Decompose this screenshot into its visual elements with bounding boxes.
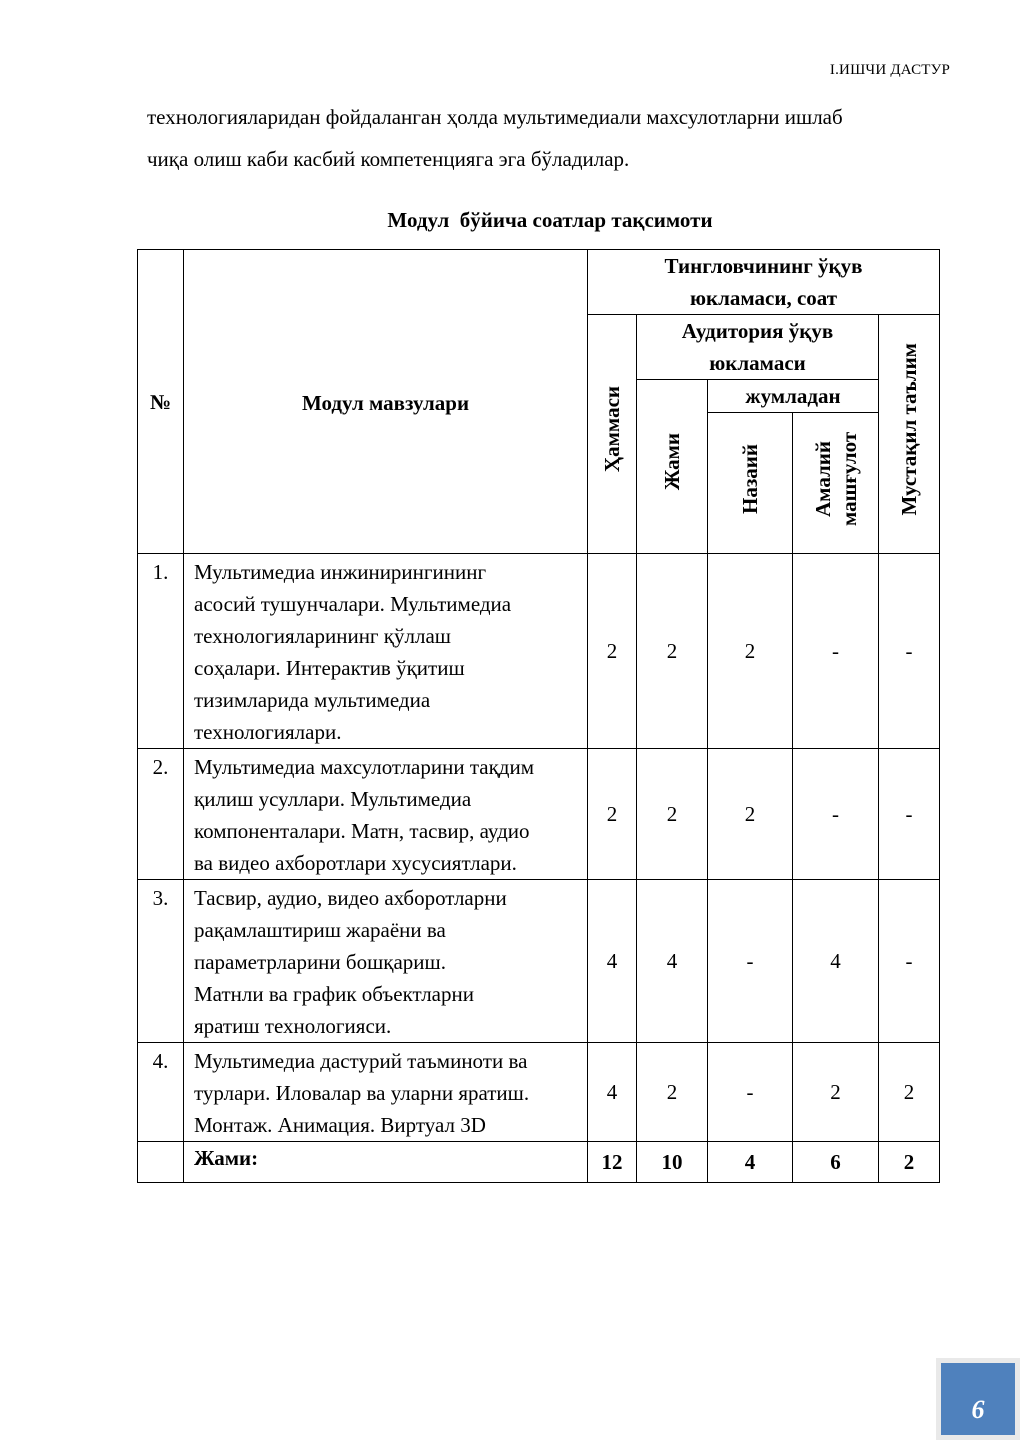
row-practice: - bbox=[793, 749, 879, 880]
intro-line-1: технологияларидан фойдаланган ҳолда мультимедиали махсулотларни ишлаб bbox=[147, 105, 843, 129]
row-practice: 2 bbox=[793, 1043, 879, 1142]
totals-label: Жами: bbox=[184, 1142, 588, 1183]
table-title: Модул бўйича соатлар тақсимоти bbox=[387, 208, 713, 232]
row-sum: 2 bbox=[637, 749, 708, 880]
table-row bbox=[138, 880, 940, 1043]
row-number: 1. bbox=[138, 554, 184, 749]
header-including: жумладан bbox=[708, 380, 879, 413]
totals-independent: 2 bbox=[879, 1142, 940, 1183]
row-topic: Тасвир, аудио, видео ахборотларни рақамлаштириш жараёни ва параметрларини бошқариш. Матнли ва график объектларни яратиш технологияси. bbox=[184, 880, 588, 1043]
row-practice: 4 bbox=[793, 880, 879, 1043]
row-independent: - bbox=[879, 880, 940, 1043]
header-theory: Назаий bbox=[708, 413, 793, 554]
row-independent: - bbox=[879, 554, 940, 749]
row-topic: Мультимедиа инжинирингининг асосий тушунчалари. Мультимедиа технологияларининг қўллаш соҳалари. Интерактив ўқитиш тизимларида мультимедиа технологиялари. bbox=[184, 554, 588, 749]
row-number: 2. bbox=[138, 749, 184, 880]
hours-distribution-table bbox=[137, 249, 940, 1183]
totals-number bbox=[138, 1142, 184, 1183]
row-total: 2 bbox=[588, 749, 637, 880]
totals-theory: 4 bbox=[708, 1142, 793, 1183]
page-number-badge bbox=[936, 1358, 1020, 1440]
header-load: Тингловчининг ўқув юкламаси, соат bbox=[588, 250, 940, 315]
table-row bbox=[138, 1043, 940, 1142]
row-theory: 2 bbox=[708, 749, 793, 880]
header-topics: Модул мавзулари bbox=[184, 250, 588, 554]
table-row bbox=[138, 554, 940, 749]
row-topic: Мультимедиа махсулотларини тақдим қилиш усуллари. Мультимедиа компоненталари. Матн, тасвир, аудио ва видео ахборотлари хусусиятлари. bbox=[184, 749, 588, 880]
row-sum: 2 bbox=[637, 554, 708, 749]
row-total: 4 bbox=[588, 1043, 637, 1142]
row-independent: 2 bbox=[879, 1043, 940, 1142]
page-number: 6 bbox=[971, 1395, 985, 1424]
totals-practice: 6 bbox=[793, 1142, 879, 1183]
header-total: Ҳаммаси bbox=[588, 315, 637, 554]
row-total: 4 bbox=[588, 880, 637, 1043]
running-header: I.ИШЧИ ДАСТУР bbox=[829, 62, 950, 78]
row-theory: - bbox=[708, 880, 793, 1043]
row-practice: - bbox=[793, 554, 879, 749]
header-sum: Жами bbox=[637, 380, 708, 554]
header-auditory: Аудитория ўқув юкламаси bbox=[637, 315, 879, 380]
totals-sum: 10 bbox=[637, 1142, 708, 1183]
row-number: 4. bbox=[138, 1043, 184, 1142]
row-topic: Мультимедиа дастурий таъминоти ва турлари. Иловалар ва уларни яратиш. Монтаж. Анимация. Виртуал 3D bbox=[184, 1043, 588, 1142]
totals-row bbox=[138, 1142, 940, 1183]
row-sum: 2 bbox=[637, 1043, 708, 1142]
row-sum: 4 bbox=[637, 880, 708, 1043]
intro-line-2: чиқа олиш каби касбий компетенцияга эга бўладилар. bbox=[147, 147, 630, 171]
row-independent: - bbox=[879, 749, 940, 880]
header-practice: Амалий машғулот bbox=[793, 413, 879, 554]
row-theory: 2 bbox=[708, 554, 793, 749]
header-independent: Мустақил таълим bbox=[879, 315, 940, 554]
row-theory: - bbox=[708, 1043, 793, 1142]
row-number: 3. bbox=[138, 880, 184, 1043]
page-number-box bbox=[941, 1363, 1015, 1435]
header-number: № bbox=[138, 250, 184, 554]
totals-total: 12 bbox=[588, 1142, 637, 1183]
intro-paragraph bbox=[147, 96, 952, 180]
table-row bbox=[138, 749, 940, 880]
row-total: 2 bbox=[588, 554, 637, 749]
